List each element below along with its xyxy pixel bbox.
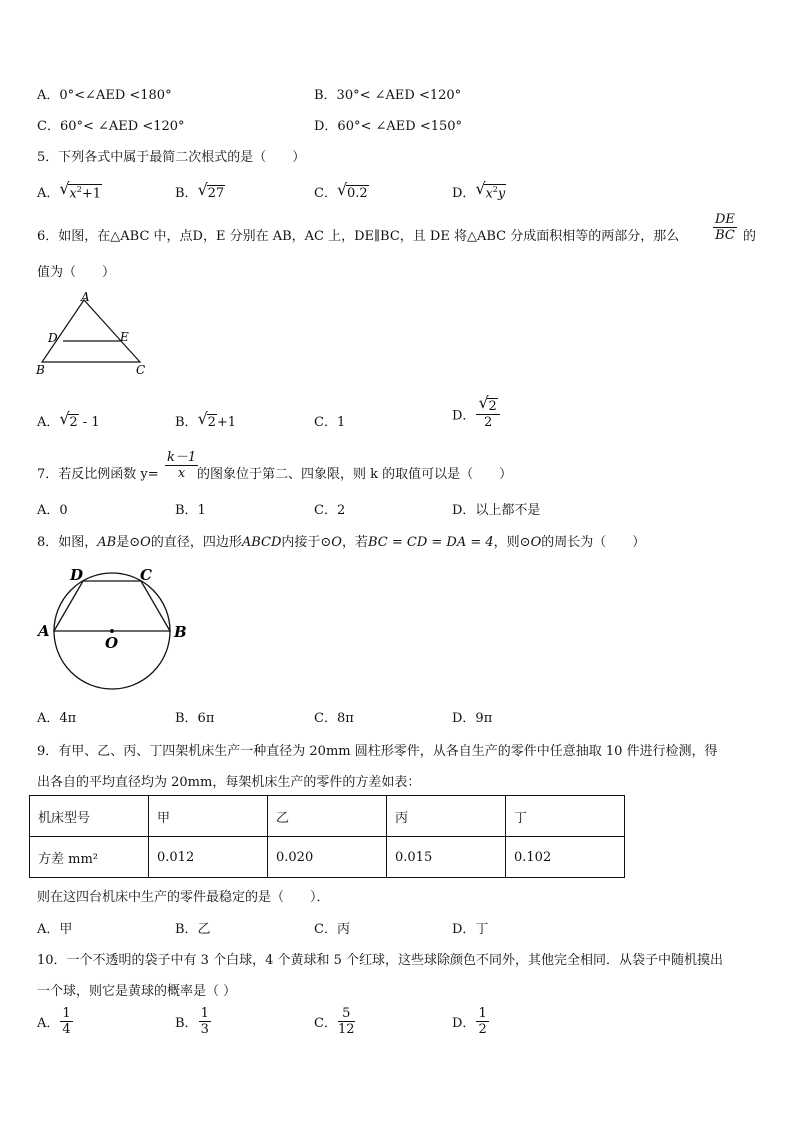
option-label: D．: [452, 408, 476, 424]
q5-option-b: [175, 182, 225, 201]
option-label: A．: [37, 1016, 60, 1031]
label-a: A: [38, 622, 50, 640]
label-c: C: [140, 566, 152, 584]
stem-part: 是: [116, 535, 130, 550]
table-header-cell: 机床型号: [30, 796, 149, 837]
q5-option-d: [452, 178, 506, 201]
option-label: D．: [452, 1016, 476, 1031]
label-d: D: [70, 566, 84, 584]
fraction-denominator: 12: [337, 1022, 355, 1037]
q10-stem-line2: 一个球，则它是黄球的概率是（ ）: [37, 984, 237, 999]
sqrt-expression: √ 27: [197, 180, 225, 201]
stem-part: 的直径，四边形: [150, 535, 242, 550]
table-header-row: [30, 796, 625, 837]
q6-triangle-figure: [30, 288, 160, 380]
math-ab: AB: [97, 535, 117, 550]
math-circle: ⊙O: [320, 535, 342, 550]
sqrt-expression: √ $x^2y$: [475, 178, 506, 201]
exponent: 2: [76, 184, 82, 194]
q10-option-b: [175, 1006, 212, 1037]
fraction-numerator: 5: [338, 1006, 355, 1022]
sqrt-expression: √ $x^2+1$: [59, 178, 101, 201]
q5-option-c: [314, 182, 369, 201]
q9-stem-line1: 9．有甲、乙、丙、丁四架机床生产一种直径为 20mm 圆柱形零件，从各自生产的零件中任意抽取 10 件进行检测，得: [37, 744, 718, 759]
exponent: 2: [492, 184, 498, 194]
sqrt-expression: √ 0.2: [336, 180, 368, 201]
option-label: C．: [314, 1016, 337, 1031]
option-label: B．: [175, 415, 198, 430]
table-cell: 0.020: [268, 837, 387, 878]
radicand-base: x: [69, 186, 77, 201]
option-label: A．: [37, 415, 60, 430]
q8-circle-figure: [30, 560, 200, 695]
q9-stem-line2: 出各自的平均直径均为 20mm，每架机床生产的零件的方差如表：: [37, 775, 421, 790]
q9-option-b: B．乙: [175, 922, 211, 937]
fraction-denominator: 4: [62, 1022, 71, 1037]
fraction-denominator: BC: [715, 228, 735, 243]
fraction-denominator: 2: [483, 415, 493, 430]
q7-stem-prefix: 7．若反比例函数 y=: [37, 467, 159, 482]
q9-option-c: C．丙: [314, 922, 350, 937]
fraction-denominator: 3: [200, 1022, 209, 1037]
q6-fraction: [712, 212, 738, 243]
table-cell: 0.015: [387, 837, 506, 878]
q6-option-c: C．1: [314, 415, 346, 430]
option-label: B．: [175, 1016, 198, 1031]
radicand-rest: y: [497, 186, 506, 201]
quadrilateral-abcd: [54, 581, 170, 631]
table-header-cell: 丙: [387, 796, 506, 837]
center-point: [110, 629, 114, 633]
expression-rest: +1: [216, 415, 237, 430]
q9-option-a: A．甲: [37, 922, 73, 937]
fraction-denominator: x: [177, 466, 186, 481]
q8-option-c: C．8π: [314, 711, 354, 726]
radicand-base: x: [485, 186, 493, 201]
q7-fraction: [164, 450, 199, 481]
q7-option-a: A．0: [37, 503, 68, 518]
label-b: B: [174, 623, 187, 641]
fraction-numerator: 1: [62, 1006, 71, 1021]
q8-option-d: D．9π: [452, 711, 493, 726]
q6-option-d: [452, 393, 501, 430]
expression-rest: - 1: [78, 415, 100, 430]
table-cell: 0.102: [506, 837, 625, 878]
fraction-numerator: 1: [200, 1006, 209, 1021]
stem-part: ，则: [493, 535, 520, 550]
sqrt-expression: √ 2: [197, 409, 216, 430]
label-a: A: [81, 290, 90, 304]
q5-option-a: [37, 178, 102, 201]
label-b: B: [36, 363, 45, 377]
stem-part: ，若: [341, 535, 368, 550]
math-abcd: ABCD: [241, 535, 282, 550]
q8-option-b: B．6π: [175, 711, 215, 726]
fraction-numerator: 1: [478, 1006, 487, 1021]
radicand: 2: [488, 399, 497, 414]
q7-option-b: B．1: [175, 503, 206, 518]
option-label: B．: [175, 186, 198, 201]
q6-stem-line2: 值为（ ）: [37, 265, 116, 280]
q4-option-c: C．60°< ∠AED <120°: [37, 119, 185, 134]
q4-option-d: D．60°< ∠AED <150°: [314, 119, 463, 134]
q7-option-c: C．2: [314, 503, 346, 518]
q8-option-a: A．4π: [37, 711, 77, 726]
fraction-numerator: k－1: [167, 450, 197, 465]
fraction-denominator: 2: [478, 1022, 487, 1037]
sqrt-expression: √ 2: [478, 393, 497, 414]
math-circle: ⊙O: [519, 535, 542, 550]
variance-table: [29, 795, 625, 878]
stem-part: 8．如图，: [37, 535, 98, 550]
q4-option-b: B．30°< ∠AED <120°: [314, 88, 462, 103]
q6-stem: 6．如图，在△ABC 中，点D，E 分别在 AB，AC 上，DE∥BC，且 DE 将△ABC 分成面积相等的两部分，那么: [37, 229, 680, 244]
q6-stem-tail: 的: [743, 229, 757, 244]
table-row: [30, 837, 625, 878]
table-header-cell: 丁: [506, 796, 625, 837]
fraction-numerator: DE: [715, 212, 735, 227]
q5-stem: 5．下列各式中属于最简二次根式的是（ ）: [37, 150, 306, 165]
sqrt-expression: √ 2: [59, 409, 78, 430]
label-e: E: [120, 330, 129, 344]
table-row-label: 方差 mm²: [30, 837, 149, 878]
table-header-cell: 甲: [149, 796, 268, 837]
q7-option-d: D．以上都不是: [452, 503, 541, 518]
q10-option-a: [37, 1006, 74, 1037]
q9-stem-line3: 则在这四台机床中生产的零件最稳定的是（ ）．: [37, 890, 330, 905]
option-label: C．: [314, 186, 337, 201]
q10-stem-line1: 10．一个不透明的袋子中有 3 个白球，4 个黄球和 5 个红球，这些球除颜色不同外，其他完全相同．从袋子中随机摸出: [37, 953, 724, 968]
label-c: C: [136, 363, 146, 377]
radicand: 2: [69, 415, 78, 430]
radicand: 27: [207, 186, 225, 201]
q10-option-c: [314, 1006, 356, 1037]
stem-part: 内接于: [281, 535, 321, 550]
table-header-cell: 乙: [268, 796, 387, 837]
q6-option-b: [175, 411, 236, 430]
q10-option-d: [452, 1006, 490, 1037]
stem-part: 的周长为（ ）: [541, 535, 646, 550]
label-o: O: [105, 634, 119, 652]
option-label: A．: [37, 186, 60, 201]
option-label: D．: [452, 186, 476, 201]
q9-option-d: D．丁: [452, 922, 489, 937]
math-equation: BC = CD = DA = 4: [367, 535, 494, 550]
q4-option-a: A．0°<∠AED <180°: [37, 88, 172, 103]
radicand-rest: +1: [81, 186, 101, 201]
math-circle: ⊙O: [129, 535, 151, 550]
q6-option-a: [37, 411, 100, 430]
q7-stem-suffix: 的图象位于第二、四象限，则 k 的取值可以是（ ）: [197, 467, 513, 482]
q8-stem: [37, 531, 645, 550]
radicand: 2: [207, 415, 216, 430]
table-cell: 0.012: [149, 837, 268, 878]
radicand: 0.2: [346, 186, 368, 201]
label-d: D: [48, 331, 58, 345]
